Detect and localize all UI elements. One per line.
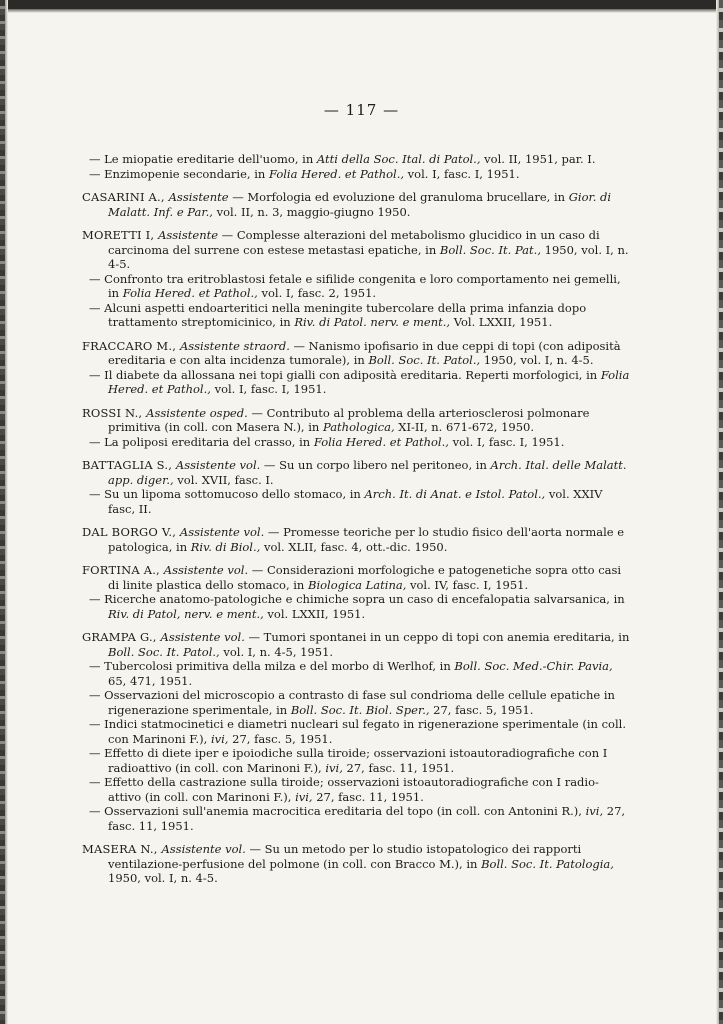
publication-details: vol. I, fasc. 2, 1951.: [257, 286, 377, 300]
item-dash: —: [89, 659, 105, 673]
publication-details: XI-II, n. 671-672, 1950.: [394, 420, 535, 434]
publication-title: — Promesse teoriche per lo studio fisico dell'aorta normale e patologica, in: [108, 525, 625, 554]
publication-details: vol. I, fasc. I, 1951.: [404, 166, 520, 181]
publication-title: Il diabete da allossana nei topi gialli con adiposità ereditaria. Reperti morfologici, in: [104, 367, 601, 382]
publication-details: 1950, vol. I, n. 4-5.: [480, 353, 594, 367]
publication-details: 1950, vol. I, n. 4-5.: [108, 242, 629, 271]
author-name: ROSSI N.,: [82, 405, 147, 420]
journal-name: Riv. di Patol. nerv. e ment.,: [294, 315, 451, 329]
author-role: Assistente: [168, 190, 229, 204]
publication-first-item: [82, 525, 630, 554]
publication-first-item: [82, 563, 630, 592]
publication-title: — Complesse alterazioni del metabolismo glucidico in un caso di carcinoma del surrene con estese metastasi epatiche, in: [108, 228, 600, 257]
publication-item: [82, 775, 630, 804]
journal-name: ivi,: [210, 731, 229, 746]
publication-item: [82, 487, 630, 516]
publication-item: [82, 804, 630, 833]
publication-first-item: [82, 842, 630, 886]
item-dash: —: [89, 300, 105, 315]
journal-name: Boll. Soc. It. Patologia,: [481, 856, 614, 871]
journal-name: Riv. di Patol, nerv. e ment.,: [108, 606, 264, 621]
scan-right-shadow: [716, 0, 719, 1024]
item-dash: —: [89, 775, 105, 789]
journal-name: Folia Hered. et Pathol.,: [268, 166, 405, 181]
publication-details: vol. II, 1951, par. I.: [480, 152, 596, 166]
scan-top-shadow: [0, 9, 723, 13]
publication-details: 27, fasc. 11, 1951.: [342, 760, 455, 775]
bibliography-entry: [82, 563, 630, 621]
publication-first-item: [82, 630, 630, 659]
item-dash: —: [89, 166, 105, 181]
bibliography-entry: [82, 406, 630, 450]
publication-title: — Morfologia ed evoluzione del granuloma brucellare, in: [228, 190, 569, 204]
bibliography-list: [82, 152, 630, 895]
item-dash: —: [89, 152, 105, 166]
journal-name: Biologica Latina,: [308, 577, 407, 592]
author-role: Assistente straord.: [179, 338, 290, 353]
publication-title: Osservazioni del microscopio a contrasto di fase sul condrioma delle cellule epatiche in rigenerazione sperimentale, in: [104, 688, 615, 717]
publication-first-item: [82, 190, 630, 219]
publication-item: [82, 152, 630, 167]
author-name: GRAMPA G.,: [82, 630, 161, 644]
publication-title: Ricerche anatomo-patologiche e chimiche sopra un caso di encefalopatia salvarsanica, in: [104, 592, 625, 606]
item-dash: —: [89, 434, 105, 449]
author-role: Assistente vol.: [160, 630, 245, 644]
journal-name: ivi,: [585, 804, 604, 818]
publication-details: vol. XLII, fasc. 4, ott.-dic. 1950.: [260, 539, 448, 554]
publication-title: Tubercolosi primitiva della milza e del morbo di Werlhof, in: [104, 659, 455, 673]
bibliography-entry: [82, 525, 630, 554]
author-name: MASERA N.,: [82, 842, 162, 856]
author-role: Assistente: [158, 228, 219, 242]
journal-name: Boll. Soc. It. Biol. Sper.,: [290, 702, 430, 717]
item-dash: —: [89, 487, 105, 501]
author-role: Assistente vol.: [175, 458, 261, 472]
bibliography-entry: [82, 228, 630, 330]
author-name: CASARINI A.,: [82, 190, 169, 204]
publication-title: Effetto di diete iper e ipoiodiche sulla tiroide; osservazioni istoautoradiografiche con I radioattivo (in coll. con Marinoni F.),: [104, 746, 608, 775]
item-dash: —: [89, 746, 105, 760]
journal-name: Arch. Ital. delle Malatt. app. diger.,: [108, 458, 627, 487]
publication-details: 27, fasc. 11, 1951.: [312, 789, 424, 804]
item-dash: —: [89, 367, 105, 382]
journal-name: Pathologica,: [322, 420, 395, 434]
publication-title: — Su un metodo per lo studio istopatologico dei rapporti ventilazione-perfusione del polmone (in coll. con Bracco M.), in: [108, 842, 582, 871]
publication-title: — Tumori spontanei in un ceppo di topi con anemia ereditaria, in: [244, 630, 630, 644]
bibliography-entry: [82, 152, 630, 181]
journal-name: Arch. It. di Anat. e Istol. Patol.,: [364, 487, 546, 501]
journal-name: Boll. Soc. It. Patol.,: [368, 353, 481, 367]
item-dash: —: [89, 271, 105, 286]
publication-title: Indici statmocinetici e diametri nucleari sul fegato in rigenerazione sperimentale (in coll. con Marinoni F.),: [104, 717, 626, 746]
publication-details: vol. IV, fasc. I, 1951.: [406, 577, 529, 592]
page-number: — 117 —: [323, 101, 400, 119]
publication-title: — Su un corpo libero nel peritoneo, in: [260, 458, 491, 472]
publication-item: [82, 435, 630, 450]
publication-first-item: [82, 339, 630, 368]
item-dash: —: [89, 688, 105, 702]
author-name: DAL BORGO V.,: [82, 525, 180, 539]
author-role: Assistente vol.: [179, 525, 265, 539]
publication-first-item: [82, 228, 630, 272]
publication-item: [82, 746, 630, 775]
publication-first-item: [82, 406, 630, 435]
publication-title: — Contributo al problema della arteriosclerosi polmonare primitiva (in coll. con Masera N.), in: [108, 405, 590, 434]
journal-name: Boll. Soc. It. Pat.,: [439, 242, 541, 257]
journal-name: ivi,: [295, 789, 313, 804]
publication-item: [82, 368, 630, 397]
publication-title: — Considerazioni morfologiche e patogenetiche sopra otto casi di linite plastica dello stomaco, in: [108, 563, 622, 592]
bibliography-entry: [82, 842, 630, 886]
publication-details: 27, fasc. 11, 1951.: [108, 804, 626, 833]
publication-item: [82, 592, 630, 621]
publication-details: vol. I, n. 4-5, 1951.: [219, 644, 334, 659]
publication-details: Vol. LXXII, 1951.: [450, 315, 553, 329]
publication-details: vol. XXIV fasc, II.: [108, 487, 603, 516]
bibliography-entry: [82, 190, 630, 219]
publication-title: Confronto tra eritroblastosi fetale e sifilide congenita e loro comportamento nei gemelli, in: [104, 271, 621, 300]
publication-item: [82, 301, 630, 330]
publication-details: 65, 471, 1951.: [108, 673, 193, 688]
bibliography-entry: [82, 339, 630, 397]
author-name: FRACCARO M.,: [82, 338, 180, 353]
publication-item: [82, 659, 630, 688]
journal-name: Atti della Soc. Ital. di Patol.,: [316, 152, 481, 166]
publication-details: 27, fasc. 5, 1951.: [429, 702, 534, 717]
journal-name: ivi,: [325, 760, 343, 775]
author-name: MORETTI I,: [82, 228, 159, 242]
item-dash: —: [89, 804, 105, 818]
journal-name: Gior. di Malatt. Inf. e Par.,: [108, 190, 612, 219]
publication-details: vol. II, n. 3, maggio-giugno 1950.: [212, 204, 411, 219]
author-role: Assistente vol.: [163, 563, 249, 577]
publication-details: 1950, vol. I, n. 4-5.: [108, 871, 218, 885]
author-name: BATTAGLIA S.,: [82, 458, 176, 472]
publication-item: [82, 717, 630, 746]
author-role: Assistente osped.: [146, 405, 248, 420]
publication-item: [82, 167, 630, 182]
publication-first-item: [82, 458, 630, 487]
journal-name: Folia Hered. et Pathol.,: [108, 367, 630, 396]
publication-details: 27, fasc. 5, 1951.: [228, 731, 333, 746]
bibliography-entry: [82, 630, 630, 833]
publication-details: vol. XVII, fasc. I.: [173, 472, 274, 487]
item-dash: —: [89, 592, 105, 606]
author-name: FORTINA A.,: [82, 563, 164, 577]
publication-details: vol. I, fasc. I, 1951.: [210, 382, 327, 396]
scan-top-border: [0, 0, 723, 9]
publication-title: Alcuni aspetti endoarteritici nella meningite tubercolare della prima infanzia dopo trattamento streptomicinico, in: [104, 300, 587, 329]
publication-title: Le miopatie ereditarie dell'uomo, in: [104, 152, 317, 166]
publication-title: Osservazioni sull'anemia macrocitica ereditaria del topo (in coll. con Antonini R.),: [104, 804, 586, 818]
journal-name: Boll. Soc. Med.-Chir. Pavia,: [454, 659, 613, 673]
publication-title: La poliposi ereditaria del crasso, in: [104, 434, 314, 449]
journal-name: Folia Hered. et Pathol.,: [122, 286, 258, 300]
publication-details: vol. I, fasc. I, 1951.: [448, 434, 565, 449]
scan-left-shadow: [5, 0, 8, 1024]
scan-right-edge: [719, 0, 723, 1024]
publication-title: Su un lipoma sottomucoso dello stomaco, in: [104, 487, 365, 501]
item-dash: —: [89, 717, 105, 731]
journal-name: Riv. di Biol.,: [190, 539, 261, 554]
publication-item: [82, 688, 630, 717]
publication-item: [82, 272, 630, 301]
journal-name: Folia Hered. et Pathol.,: [313, 434, 449, 449]
publication-title: Enzimopenie secondarie, in: [104, 166, 269, 181]
publication-title: — Nanismo ipofisario in due ceppi di topi (con adiposità ereditaria e con alta incidenza tumorale), in: [108, 338, 621, 367]
publication-title: Effetto della castrazione sulla tiroide; osservazioni istoautoradiografiche con I radio-attivo (in coll. con Marinoni F.),: [104, 775, 599, 804]
author-role: Assistente vol.: [161, 842, 246, 856]
publication-details: vol. LXXII, 1951.: [263, 606, 366, 621]
journal-name: Boll. Soc. It. Patol.,: [108, 644, 220, 659]
bibliography-entry: [82, 458, 630, 516]
